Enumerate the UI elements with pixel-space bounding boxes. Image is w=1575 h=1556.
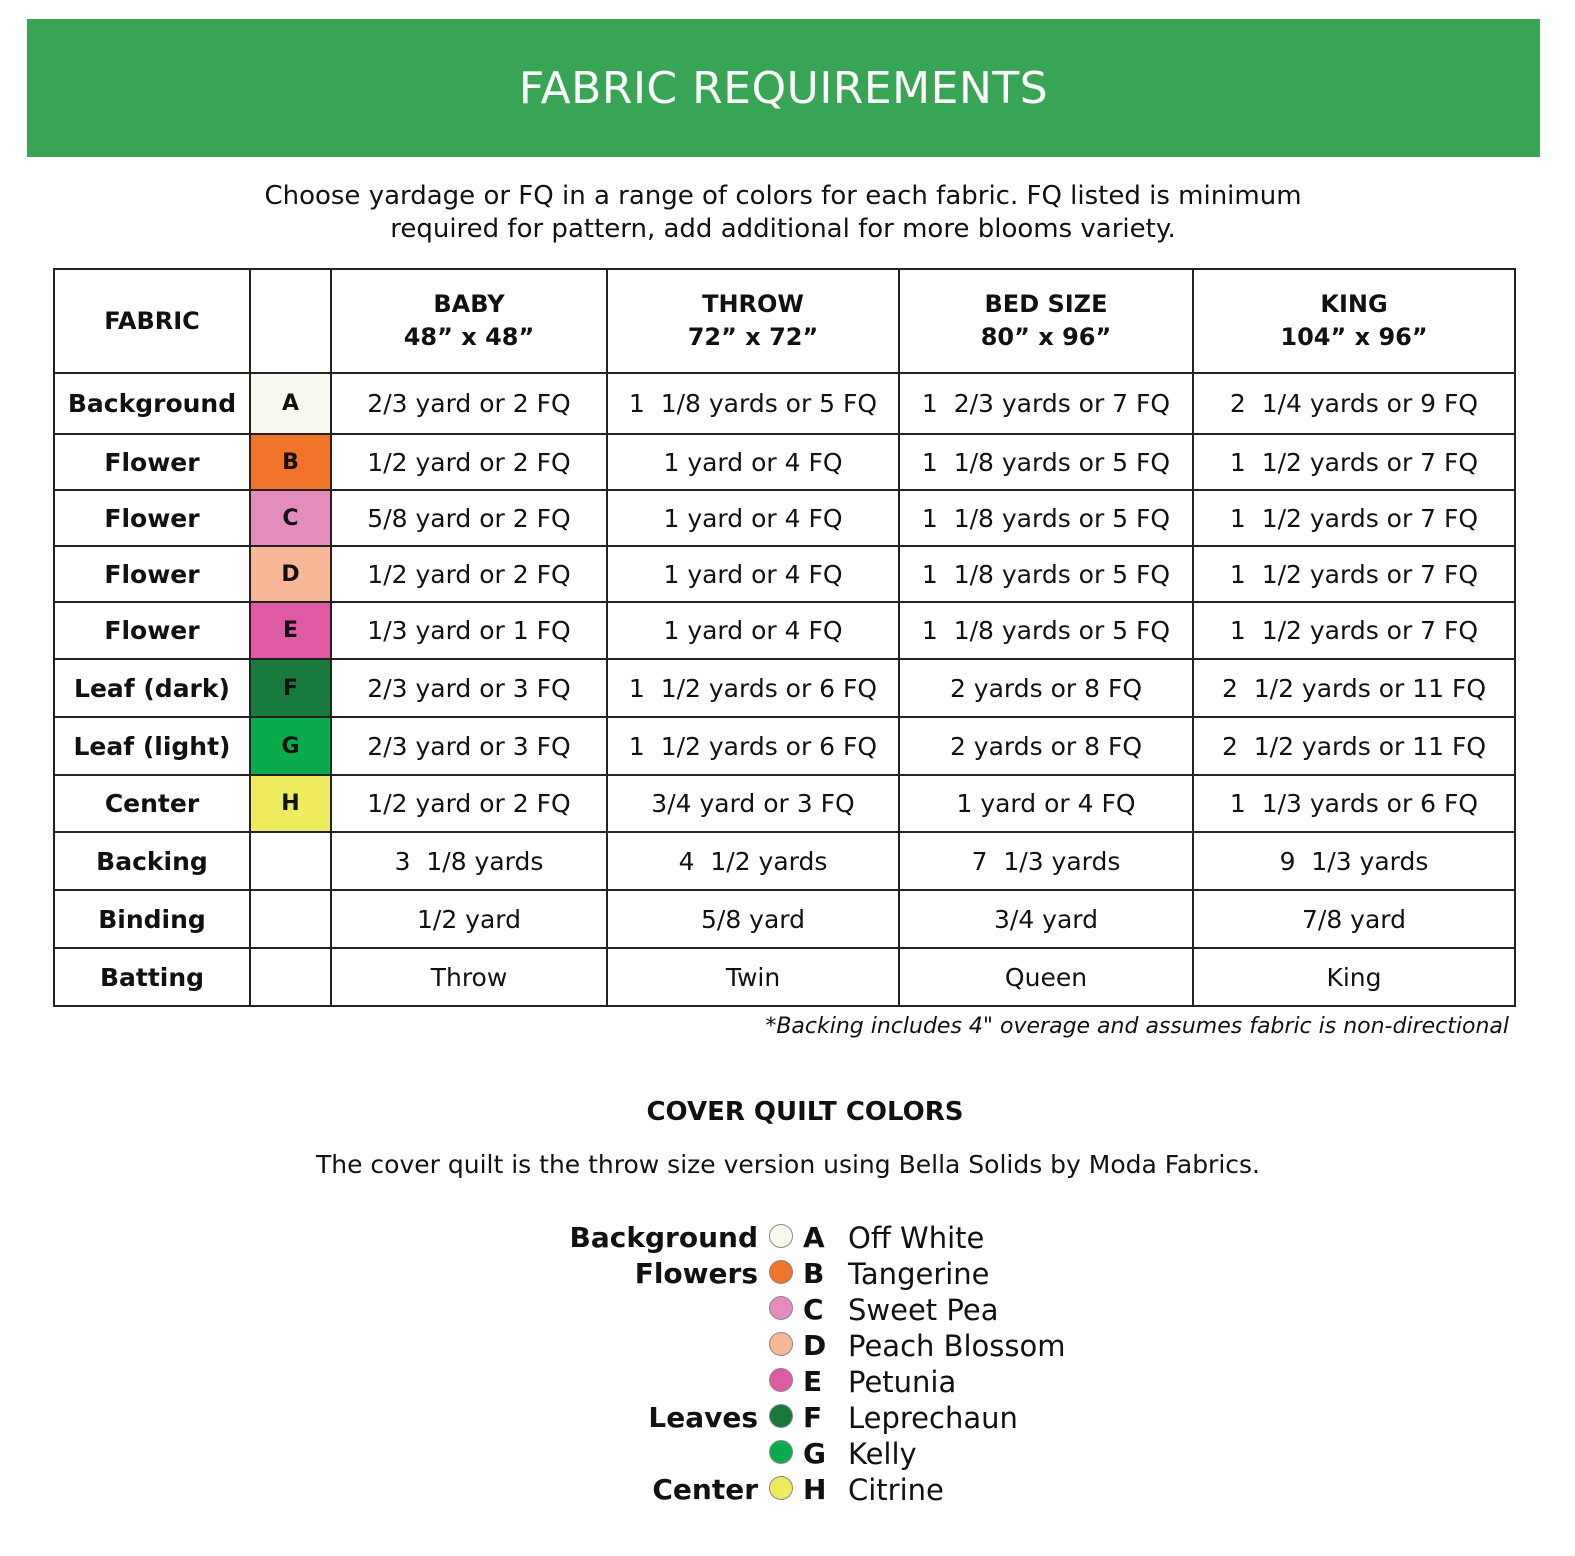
yardage-cell: 1 1/3 yards or 6 FQ <box>1193 775 1515 832</box>
header-fabric: FABRIC <box>54 269 250 373</box>
fabric-swatch-cell: G <box>250 717 331 775</box>
legend-letter: D <box>803 1329 827 1362</box>
legend-item <box>560 1220 1120 1256</box>
yardage-cell: Twin <box>607 948 899 1006</box>
fabric-name-cell: Background <box>54 373 250 434</box>
fabric-name-cell: Batting <box>54 948 250 1006</box>
page-title: FABRIC REQUIREMENTS <box>518 62 1049 114</box>
yardage-cell: 7/8 yard <box>1193 890 1515 948</box>
header-size-baby: BABY 48” x 48” <box>331 269 607 373</box>
legend-letter: G <box>803 1437 826 1470</box>
yardage-cell: 1 1/2 yards or 6 FQ <box>607 659 899 717</box>
fabric-swatch-cell: E <box>250 602 331 659</box>
intro-line: required for pattern, add additional for more blooms variety. <box>390 214 1176 244</box>
yardage-cell: 7 1/3 yards <box>899 832 1193 890</box>
yardage-cell: 1 yard or 4 FQ <box>607 490 899 546</box>
yardage-cell: 1 yard or 4 FQ <box>899 775 1193 832</box>
table-row <box>54 490 1515 546</box>
color-swatch-icon <box>769 1224 793 1248</box>
yardage-cell: 1 1/2 yards or 6 FQ <box>607 717 899 775</box>
fabric-name-cell: Binding <box>54 890 250 948</box>
table-row <box>54 546 1515 602</box>
yardage-cell: 2 yards or 8 FQ <box>899 717 1193 775</box>
fabric-swatch-cell <box>250 948 331 1006</box>
header-size-throw: THROW 72” x 72” <box>607 269 899 373</box>
yardage-cell: 1 1/2 yards or 7 FQ <box>1193 546 1515 602</box>
legend-item <box>560 1292 1120 1328</box>
fabric-swatch-cell: F <box>250 659 331 717</box>
fabric-swatch-cell <box>250 832 331 890</box>
color-swatch-icon <box>769 1296 793 1320</box>
yardage-cell: 3/4 yard <box>899 890 1193 948</box>
table-row <box>54 948 1515 1006</box>
yardage-cell: 1 1/2 yards or 7 FQ <box>1193 434 1515 490</box>
header-letter <box>250 269 331 373</box>
color-swatch-icon <box>769 1332 793 1356</box>
fabric-swatch-cell: B <box>250 434 331 490</box>
fabric-name-cell: Backing <box>54 832 250 890</box>
fabric-name-cell: Flower <box>54 434 250 490</box>
yardage-cell: 1 1/8 yards or 5 FQ <box>607 373 899 434</box>
legend-color-name: Sweet Pea <box>848 1293 999 1327</box>
color-swatch-icon <box>769 1476 793 1500</box>
yardage-cell: 2/3 yard or 3 FQ <box>331 717 607 775</box>
fabric-name-cell: Flower <box>54 490 250 546</box>
yardage-cell: 5/8 yard <box>607 890 899 948</box>
yardage-cell: 1 1/8 yards or 5 FQ <box>899 602 1193 659</box>
yardage-cell: 1/2 yard or 2 FQ <box>331 546 607 602</box>
table-row <box>54 775 1515 832</box>
yardage-cell: 1 yard or 4 FQ <box>607 602 899 659</box>
color-swatch-icon <box>769 1404 793 1428</box>
color-swatch-icon <box>769 1440 793 1464</box>
yardage-cell: 2/3 yard or 2 FQ <box>331 373 607 434</box>
table-row <box>54 373 1515 434</box>
legend-color-name: Peach Blossom <box>848 1329 1066 1363</box>
fabric-name-cell: Center <box>54 775 250 832</box>
legend-color-name: Tangerine <box>848 1257 990 1291</box>
intro-text <box>0 180 1566 246</box>
legend-letter: C <box>803 1293 824 1326</box>
fabric-name-cell: Flower <box>54 546 250 602</box>
yardage-cell: 1 1/2 yards or 7 FQ <box>1193 602 1515 659</box>
yardage-cell: 3 1/8 yards <box>331 832 607 890</box>
cover-quilt-title: COVER QUILT COLORS <box>646 1097 964 1127</box>
legend-color-name: Off White <box>848 1221 985 1255</box>
yardage-cell: 1 1/8 yards or 5 FQ <box>899 546 1193 602</box>
fabric-name-cell: Leaf (dark) <box>54 659 250 717</box>
legend-letter: A <box>803 1221 825 1254</box>
legend-letter: H <box>803 1473 827 1506</box>
color-legend <box>560 1220 1120 1508</box>
legend-letter: B <box>803 1257 825 1290</box>
yardage-cell: 1 1/8 yards or 5 FQ <box>899 434 1193 490</box>
legend-color-name: Citrine <box>848 1473 944 1507</box>
yardage-cell: King <box>1193 948 1515 1006</box>
legend-category: Flowers <box>634 1257 758 1290</box>
yardage-cell: 2 1/4 yards or 9 FQ <box>1193 373 1515 434</box>
color-swatch-icon <box>769 1368 793 1392</box>
header-size-king: KING 104” x 96” <box>1193 269 1515 373</box>
cover-quilt-description: The cover quilt is the throw size version using Bella Solids by Moda Fabrics. <box>315 1150 1261 1179</box>
table-row <box>54 717 1515 775</box>
yardage-cell: 1 yard or 4 FQ <box>607 434 899 490</box>
yardage-cell: 4 1/2 yards <box>607 832 899 890</box>
table-row <box>54 659 1515 717</box>
backing-footnote: *Backing includes 4" overage and assumes fabric is non-directional <box>765 1014 1509 1039</box>
legend-color-name: Petunia <box>848 1365 957 1399</box>
legend-category: Background <box>569 1221 758 1254</box>
fabric-swatch-cell: D <box>250 546 331 602</box>
yardage-cell: 2 1/2 yards or 11 FQ <box>1193 717 1515 775</box>
legend-item <box>560 1436 1120 1472</box>
yardage-cell: 1 2/3 yards or 7 FQ <box>899 373 1193 434</box>
color-swatch-icon <box>769 1260 793 1284</box>
legend-item <box>560 1472 1120 1508</box>
yardage-cell: 5/8 yard or 2 FQ <box>331 490 607 546</box>
yardage-cell: Throw <box>331 948 607 1006</box>
yardage-cell: 1/2 yard or 2 FQ <box>331 434 607 490</box>
yardage-cell: 1 yard or 4 FQ <box>607 546 899 602</box>
fabric-name-cell: Leaf (light) <box>54 717 250 775</box>
table-row <box>54 602 1515 659</box>
table-header-row <box>54 269 1515 373</box>
table-row <box>54 890 1515 948</box>
yardage-cell: Queen <box>899 948 1193 1006</box>
legend-item <box>560 1400 1120 1436</box>
title-banner <box>27 19 1540 157</box>
fabric-swatch-cell: C <box>250 490 331 546</box>
yardage-cell: 1/3 yard or 1 FQ <box>331 602 607 659</box>
fabric-swatch-cell <box>250 890 331 948</box>
yardage-cell: 1 1/8 yards or 5 FQ <box>899 490 1193 546</box>
legend-category: Leaves <box>648 1401 758 1434</box>
legend-item <box>560 1256 1120 1292</box>
fabric-name-cell: Flower <box>54 602 250 659</box>
yardage-cell: 2/3 yard or 3 FQ <box>331 659 607 717</box>
intro-line: Choose yardage or FQ in a range of colors for each fabric. FQ listed is minimum <box>264 181 1302 211</box>
fabric-requirements-table <box>53 268 1516 1007</box>
legend-letter: E <box>803 1365 823 1398</box>
yardage-cell: 9 1/3 yards <box>1193 832 1515 890</box>
header-size-bed: BED SIZE 80” x 96” <box>899 269 1193 373</box>
yardage-cell: 1/2 yard <box>331 890 607 948</box>
fabric-swatch-cell: A <box>250 373 331 434</box>
yardage-cell: 1/2 yard or 2 FQ <box>331 775 607 832</box>
legend-item <box>560 1364 1120 1400</box>
legend-category: Center <box>652 1473 758 1506</box>
yardage-cell: 3/4 yard or 3 FQ <box>607 775 899 832</box>
yardage-cell: 1 1/2 yards or 7 FQ <box>1193 490 1515 546</box>
legend-color-name: Kelly <box>848 1437 917 1471</box>
yardage-cell: 2 1/2 yards or 11 FQ <box>1193 659 1515 717</box>
yardage-cell: 2 yards or 8 FQ <box>899 659 1193 717</box>
table-row <box>54 434 1515 490</box>
legend-item <box>560 1328 1120 1364</box>
legend-letter: F <box>803 1401 823 1434</box>
legend-color-name: Leprechaun <box>848 1401 1018 1435</box>
table-row <box>54 832 1515 890</box>
fabric-swatch-cell: H <box>250 775 331 832</box>
